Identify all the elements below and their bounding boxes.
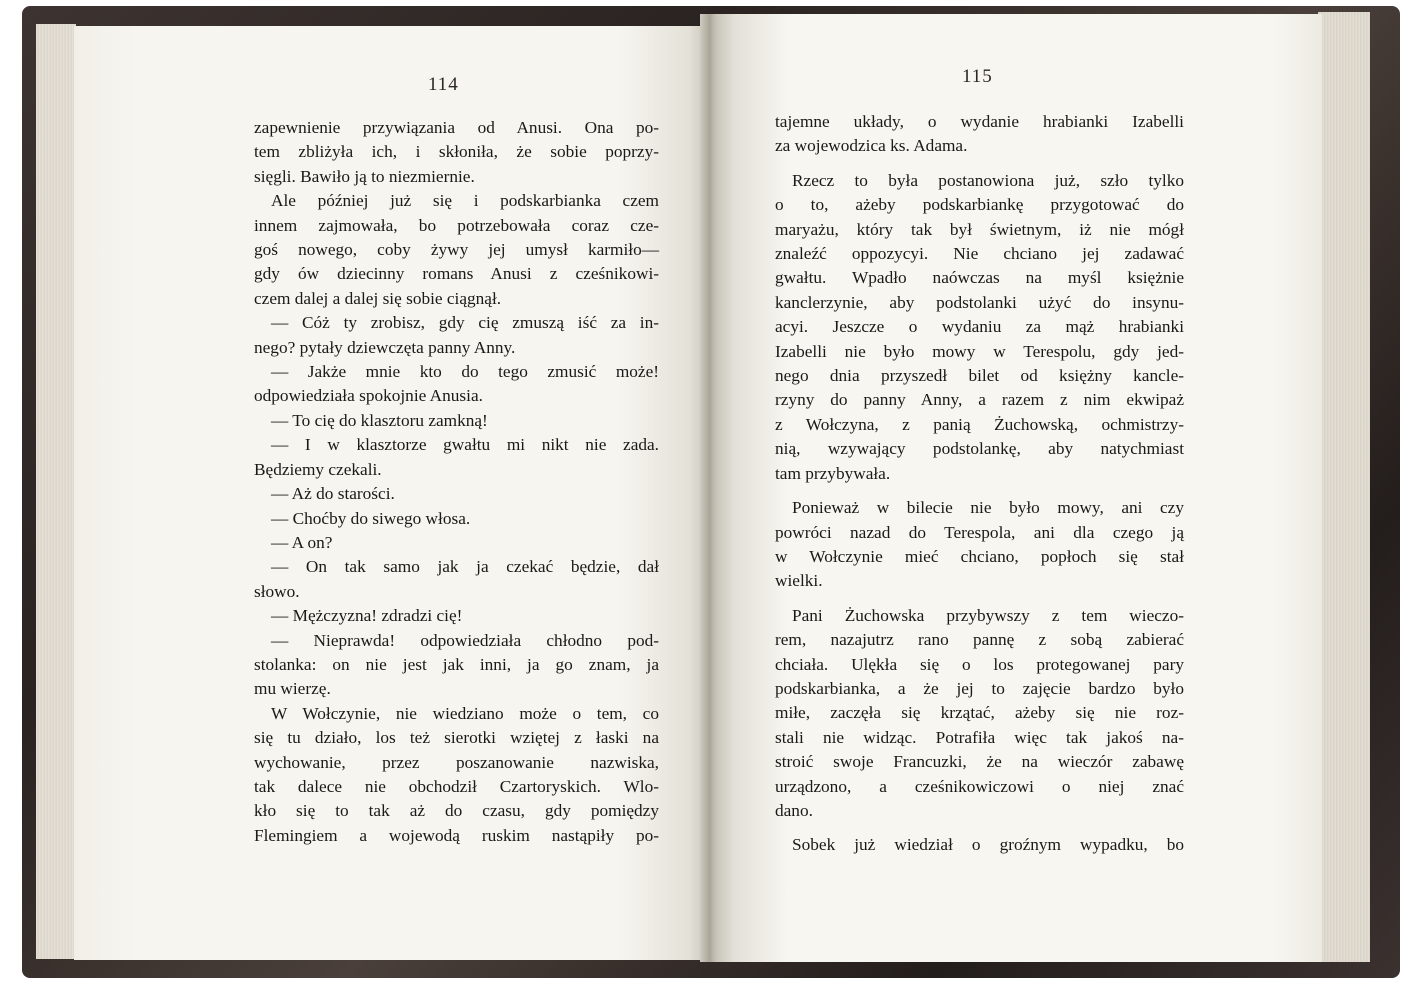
text-line: W Wołczynie, nie wiedziano może o tem, co [271, 703, 659, 723]
text-line: mu wierzę. [254, 679, 331, 699]
text-line: stolanka: on nie jest jak inni, ja go znam, ja [254, 654, 659, 674]
text-line: innem zajmowała, bo potrzebowała coraz cze- [254, 215, 659, 235]
text-line: nią, wzywający podstolankę, aby natychmiast [775, 439, 1184, 459]
text-line: za wojewodzica ks. Adama. [775, 136, 968, 156]
text-line: Izabelli nie było mowy w Terespolu, gdy jed- [775, 341, 1184, 361]
text-line: Pani Żuchowska przybywszy z tem wieczo- [792, 605, 1184, 625]
text-line: znaleźć oppozycyi. Nie chciano jej zadawać [775, 244, 1184, 264]
text-line: kło się to tak aż do czasu, gdy pomiędzy [254, 801, 659, 821]
right-page-edges [1318, 12, 1370, 962]
text-line: tajemne układy, o wydanie hrabianki Izabelli [775, 112, 1184, 131]
text-line: Sobek już wiedział o groźnym wypadku, bo [792, 835, 1184, 855]
text-line: rzyny do panny Anny, a razem z nim ekwipaż [775, 390, 1184, 410]
text-line: rem, nazajutrz rano pannę z sobą zabierać [775, 630, 1184, 650]
text-line: stali nie widząc. Potrafiła więc tak jakoś na- [775, 727, 1184, 747]
text-line: gdy ów dziecinny romans Anusi z cześnikowi- [254, 264, 659, 284]
text-line: słowo. [254, 581, 300, 601]
page-number-right: 115 [962, 66, 993, 87]
text-line: goś nowego, coby żywy jej umysł karmiło— [254, 240, 659, 260]
text-line: tak dalece nie obchodził Czartoryskich. Wlo- [254, 776, 659, 796]
text-line: — Mężczyzna! zdradzi cię! [271, 606, 463, 626]
text-line: nego? pytały dziewczęta panny Anny. [254, 337, 516, 357]
text-line: — Choćby do siwego włosa. [271, 508, 471, 528]
right-page [716, 14, 1322, 962]
text-line: miłe, zaczęła się krzątać, ażeby się nie roz- [775, 703, 1184, 723]
text-line: odpowiedziała spokojnie Anusia. [254, 386, 483, 406]
left-page-text [254, 116, 659, 848]
text-line: kanclerzynie, aby podstolanki użyć do insynu- [775, 292, 1184, 312]
text-line: acyi. Jeszcze o wydaniu za mąż hrabianki [775, 317, 1184, 337]
page-number-left: 114 [428, 74, 459, 95]
text-line: czem dalej a dalej się sobie ciągnął. [254, 288, 502, 308]
text-line: powróci nazad do Terespola, ani dla czego ją [775, 522, 1184, 542]
text-line: Rzecz to była postanowiona już, szło tylko [792, 170, 1184, 190]
text-line: — I w klasztorze gwałtu mi nikt nie zada. [271, 435, 659, 455]
text-line: zapewnienie przywiązania od Anusi. Ona po- [254, 118, 659, 137]
text-line: się tu działo, los też sierotki wziętej z łaski na [254, 728, 659, 748]
text-line: o to, ażeby podskarbiankę przygotować do [775, 195, 1184, 215]
text-line: — Aż do starości. [271, 484, 395, 504]
right-page-text [775, 110, 1184, 858]
text-line: urządzono, a cześnikowiczowi o niej znać [775, 776, 1184, 796]
text-line: tam przybywała. [775, 463, 891, 483]
text-line: sięgli. Bawiło ją to niezmiernie. [254, 166, 475, 186]
text-line: wielki. [775, 571, 823, 591]
text-line: w Wołczynie mieć chciano, popłoch się stał [775, 546, 1184, 566]
text-line: chciała. Ulękła się o los protegowanej pary [775, 654, 1184, 674]
left-page [74, 26, 708, 960]
text-line: Ponieważ w bilecie nie było mowy, ani czy [792, 498, 1184, 518]
text-line: nego dnia przyszedł bilet od księżny kancle- [775, 366, 1184, 386]
text-line: Ale później już się i podskarbianka czem [271, 191, 659, 211]
text-line: dano. [775, 800, 813, 820]
text-line: — To cię do klasztoru zamkną! [271, 410, 488, 430]
text-line: Flemingiem a wojewodą ruskim nastąpiły po- [254, 825, 659, 845]
text-line: — Jakże mnie kto do tego zmusić może! [271, 362, 659, 382]
text-line: wychowanie, przez poszanowanie nazwiska, [254, 752, 659, 772]
text-line: podskarbianka, a że jej to zajęcie bardzo było [775, 678, 1184, 698]
text-line: — On tak samo jak ja czekać będzie, dał [271, 557, 659, 577]
text-line: — Cóż ty zrobisz, gdy cię zmuszą iść za in- [271, 313, 659, 333]
text-line: — Nieprawda! odpowiedziała chłodno pod- [271, 630, 659, 650]
left-page-edges [36, 24, 76, 959]
text-line: — A on? [271, 532, 333, 552]
text-line: tem zbliżyła ich, i skłoniła, że sobie poprzy- [254, 142, 659, 162]
text-line: z Wołczyna, z panią Żuchowską, ochmistrzy- [775, 414, 1184, 434]
text-line: stroić swoje Francuzki, że na wieczór zabawę [775, 752, 1184, 772]
text-line: Będziemy czekali. [254, 459, 382, 479]
text-line: gwałtu. Wpadło naówczas na myśl księżnie [775, 268, 1184, 288]
text-line: maryażu, który tak był świetnym, iż nie mógł [775, 219, 1184, 239]
